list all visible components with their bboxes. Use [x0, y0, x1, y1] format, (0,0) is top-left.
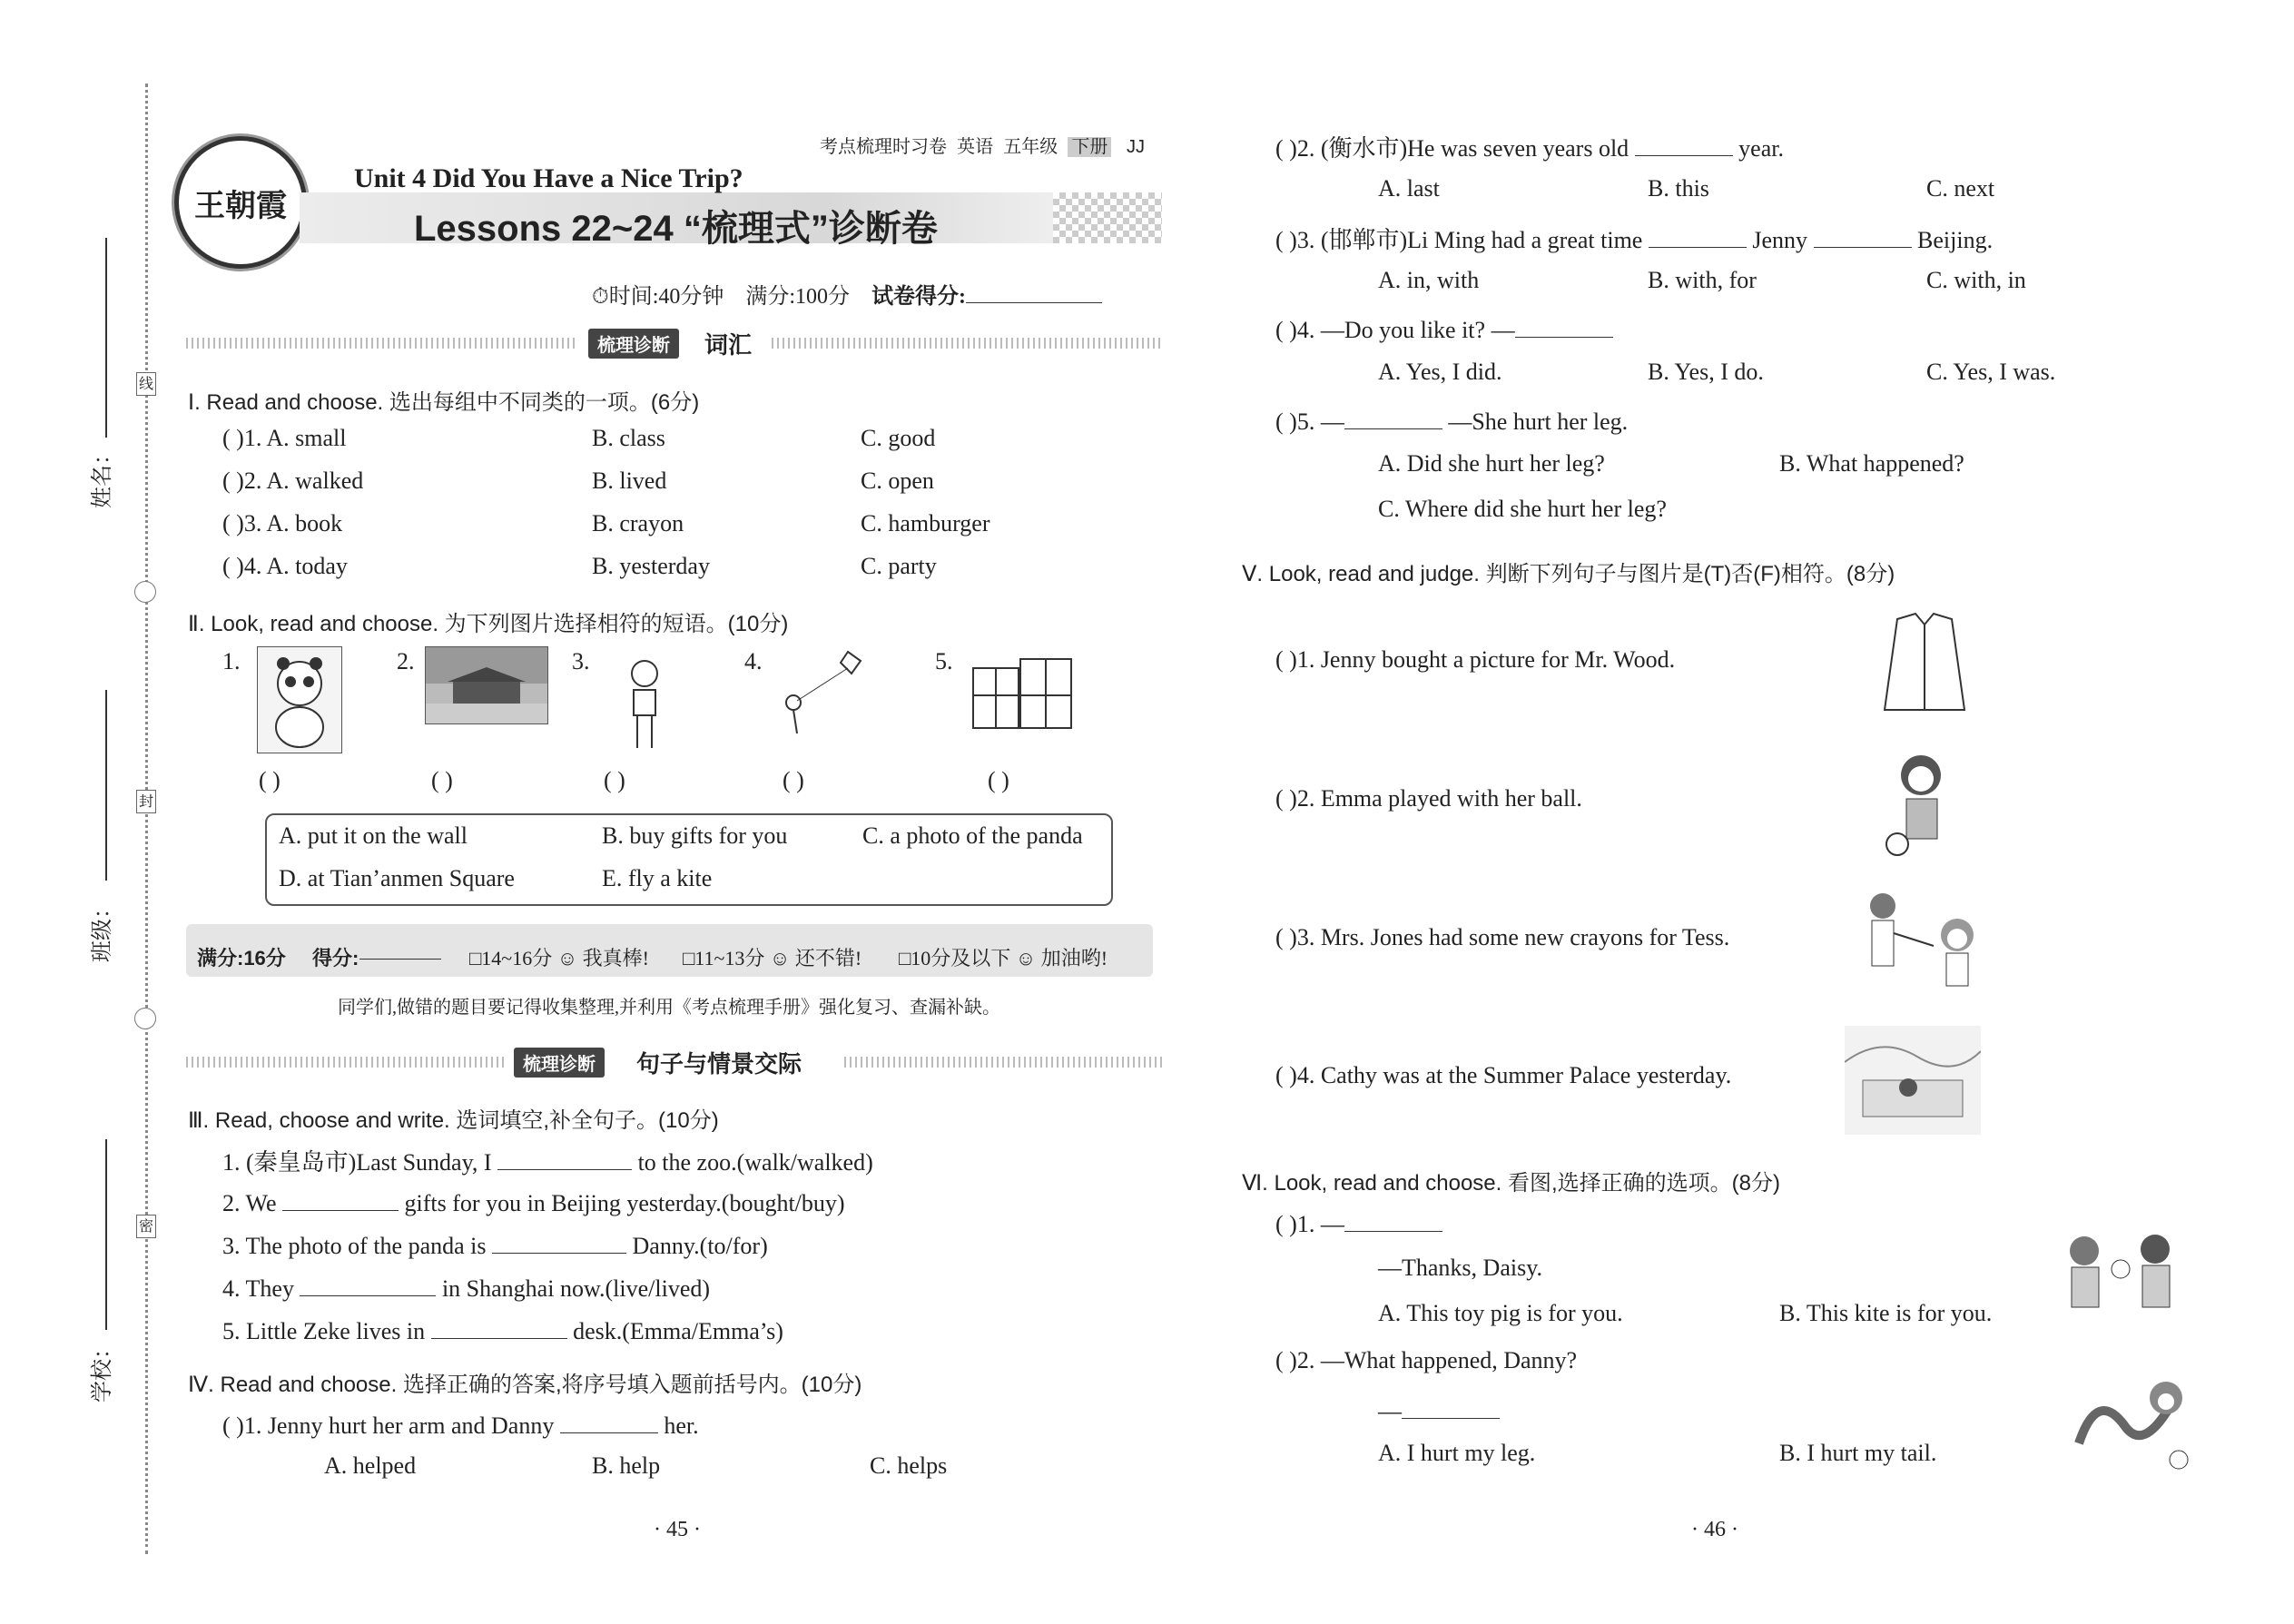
- seal-mark-secret: 密: [136, 1215, 156, 1238]
- q1-option: C. good: [861, 425, 936, 451]
- q5-item[interactable]: ( )4. Cathy was at the Summer Palace yesterday.: [1275, 1062, 1732, 1088]
- q4-option: C. helps: [870, 1452, 948, 1479]
- binding-dotted-line: [145, 84, 148, 1554]
- q4-option: A. Yes, I did.: [1378, 359, 1502, 385]
- score-full: 满分:16分: [197, 947, 286, 969]
- q6-reply: —: [1378, 1394, 1500, 1425]
- section-divider: [186, 1057, 504, 1068]
- mother-child-icon: [1852, 888, 1988, 997]
- q4-item-3[interactable]: ( )3. (邯郸市)Li Ming had a great time Jenny Beijing.: [1275, 221, 1993, 255]
- q4-option: C. with, in: [1926, 267, 2026, 293]
- q6-option: A. I hurt my leg.: [1378, 1440, 1536, 1466]
- page-number-left: · 45 ·: [654, 1518, 701, 1541]
- rating-1[interactable]: □14~16分 ☺ 我真棒!: [469, 947, 649, 969]
- school-label: 学校：: [89, 1337, 114, 1403]
- q2-title: Ⅱ. Look, read and choose. 为下列图片选择相符的短语。(10分): [188, 612, 789, 636]
- q6-item-1[interactable]: ( )1. —: [1275, 1207, 1442, 1238]
- q4-option: A. Did she hurt her leg?: [1378, 450, 1605, 477]
- q4-option: A. in, with: [1378, 267, 1480, 293]
- q3-item: 5. Little Zeke lives in desk.(Emma/Emma’s): [222, 1314, 783, 1345]
- option-d: D. at Tian’anmen Square: [279, 865, 515, 891]
- seal-mark-seal: 封: [136, 790, 156, 813]
- hang-picture-icon: [617, 646, 672, 752]
- section-name: 句子与情景交际: [636, 1050, 802, 1078]
- blank-field[interactable]: [1402, 1394, 1500, 1419]
- section-tag: 梳理诊断: [514, 1048, 605, 1078]
- pic-number: 3.: [572, 648, 590, 674]
- section-divider: [772, 338, 1162, 349]
- q1-option: B. yesterday: [592, 553, 710, 579]
- option-e: E. fly a kite: [602, 865, 713, 891]
- section-divider: [844, 1057, 1162, 1068]
- tiananmen-photo-icon: [425, 646, 548, 724]
- blank-field[interactable]: [300, 1272, 436, 1296]
- q1-option: B. lived: [592, 468, 667, 494]
- blank-field[interactable]: [492, 1229, 626, 1254]
- girl-ball-icon: [1872, 748, 1976, 861]
- option-b: B. buy gifts for you: [602, 822, 788, 849]
- q5-item[interactable]: ( )1. Jenny bought a picture for Mr. Wood.: [1275, 646, 1676, 673]
- q6-title: Ⅵ. Look, read and choose. 看图,选择正确的选项。(8分): [1242, 1171, 1780, 1196]
- header-series: 考点梳理时习卷 英语 五年级 下册 JJ: [820, 137, 1146, 157]
- q5-item[interactable]: ( )3. Mrs. Jones had some new crayons for Tess.: [1275, 924, 1730, 950]
- q3-item: 4. They in Shanghai now.(live/lived): [222, 1272, 710, 1303]
- exam-info: ⏱时间:40分钟 满分:100分 试卷得分:: [592, 278, 1102, 310]
- q4-option: B. with, for: [1648, 267, 1757, 293]
- q1-option: B. crayon: [592, 510, 684, 536]
- blank-field[interactable]: [497, 1146, 632, 1170]
- q3-title: Ⅲ. Read, choose and write. 选词填空,补全句子。(10分): [188, 1108, 719, 1133]
- answer-paren[interactable]: ( ): [431, 767, 453, 793]
- q5-title: Ⅴ. Look, read and judge. 判断下列句子与图片是(T)否(F)相符。(8分): [1242, 562, 1895, 586]
- q6-option: A. This toy pig is for you.: [1378, 1300, 1623, 1326]
- page-title: Lessons 22~24 “梳理式”诊断卷: [414, 209, 938, 249]
- q4-option: C. next: [1926, 175, 1995, 202]
- page-number-right: · 46 ·: [1691, 1518, 1738, 1541]
- q4-option: A. helped: [324, 1452, 417, 1479]
- unit-title: Unit 4 Did You Have a Nice Trip?: [354, 163, 743, 193]
- score-get-field[interactable]: [359, 944, 441, 964]
- option-c: C. a photo of the panda: [862, 822, 1083, 849]
- checker-pattern: [1053, 192, 1162, 243]
- q1-item[interactable]: ( )3. A. book: [222, 510, 343, 536]
- q4-option: B. What happened?: [1779, 450, 1964, 477]
- class-field[interactable]: [105, 690, 107, 881]
- rating-3[interactable]: □10分及以下 ☺ 加油哟!: [899, 947, 1108, 969]
- pic-number: 1.: [222, 648, 241, 674]
- q4-option: A. last: [1378, 175, 1440, 202]
- pic-number: 4.: [744, 648, 763, 674]
- q3-item: 3. The photo of the panda is Danny.(to/for): [222, 1229, 768, 1260]
- q6-option: B. I hurt my tail.: [1779, 1440, 1937, 1466]
- name-field[interactable]: [105, 238, 107, 438]
- q4-option: B. this: [1648, 175, 1709, 202]
- answer-paren[interactable]: ( ): [259, 767, 281, 793]
- score-field[interactable]: [966, 281, 1102, 303]
- q1-option: C. hamburger: [861, 510, 990, 536]
- q5-item[interactable]: ( )2. Emma played with her ball.: [1275, 785, 1582, 812]
- monkey-icon: [2070, 1371, 2197, 1480]
- q4-option: C. Yes, I was.: [1926, 359, 2056, 385]
- q4-title: Ⅳ. Read and choose. 选择正确的答案,将序号填入题前括号内。(10分): [188, 1373, 862, 1397]
- option-a: A. put it on the wall: [279, 822, 468, 849]
- section-name: 词汇: [704, 331, 753, 359]
- q4-item-4[interactable]: ( )4. —Do you like it? —: [1275, 313, 1613, 344]
- rating-2[interactable]: □11~13分 ☺ 还不错!: [683, 947, 862, 969]
- q4-item-2[interactable]: ( )2. (衡水市)He was seven years old year.: [1275, 130, 1784, 163]
- section-tag: 梳理诊断: [588, 329, 679, 359]
- two-girls-icon: [2053, 1227, 2190, 1318]
- q1-item[interactable]: ( )1. A. small: [222, 425, 347, 451]
- answer-paren[interactable]: ( ): [783, 767, 804, 793]
- answer-paren[interactable]: ( ): [988, 767, 1009, 793]
- q1-option: C. open: [861, 468, 934, 494]
- pic-number: 2.: [397, 648, 415, 674]
- class-label: 班级：: [89, 897, 114, 962]
- q1-option: C. party: [861, 553, 937, 579]
- score-get: 得分:: [312, 947, 359, 969]
- pic-number: 5.: [935, 648, 953, 674]
- summer-palace-icon: [1845, 1026, 1981, 1135]
- q4-item-1[interactable]: ( )1. Jenny hurt her arm and Danny her.: [222, 1409, 699, 1440]
- q1-title: Ⅰ. Read and choose. 选出每组中不同类的一项。(6分): [188, 390, 700, 415]
- q4-option: B. Yes, I do.: [1648, 359, 1764, 385]
- name-label: 姓名：: [89, 443, 114, 508]
- panda-photo-icon: [257, 646, 342, 753]
- answer-paren[interactable]: ( ): [604, 767, 625, 793]
- blank-field[interactable]: [282, 1186, 399, 1211]
- q4-option: B. help: [592, 1452, 661, 1479]
- q1-item[interactable]: ( )2. A. walked: [222, 468, 364, 494]
- binding-hole-icon: [134, 1008, 156, 1029]
- q1-option: B. class: [592, 425, 665, 451]
- q1-item[interactable]: ( )4. A. today: [222, 553, 348, 579]
- review-note: 同学们,做错的题目要记得收集整理,并利用《考点梳理手册》强化复习、查漏补缺。: [338, 998, 1000, 1018]
- q6-option: B. This kite is for you.: [1779, 1300, 1993, 1326]
- logo: 王朝霞: [174, 136, 307, 269]
- section-divider: [186, 338, 576, 349]
- blank-field[interactable]: [431, 1314, 567, 1339]
- q4-item-5[interactable]: ( )5. — —She hurt her leg.: [1275, 405, 1628, 436]
- q6-reply: —Thanks, Daisy.: [1378, 1255, 1543, 1281]
- q6-item-2[interactable]: ( )2. —What happened, Danny?: [1275, 1347, 1578, 1373]
- binding-hole-icon: [134, 581, 156, 603]
- q4-option: C. Where did she hurt her leg?: [1378, 496, 1667, 522]
- school-field[interactable]: [105, 1139, 107, 1330]
- gifts-icon: [970, 641, 1075, 732]
- shirt-icon: [1879, 610, 1970, 717]
- q3-item: 1. (秦皇岛市)Last Sunday, I to the zoo.(walk/walked): [222, 1144, 873, 1177]
- seal-mark-line: 线: [136, 372, 156, 396]
- q3-item: 2. We gifts for you in Beijing yesterday.(bought/buy): [222, 1186, 845, 1217]
- fly-kite-icon: [770, 646, 870, 737]
